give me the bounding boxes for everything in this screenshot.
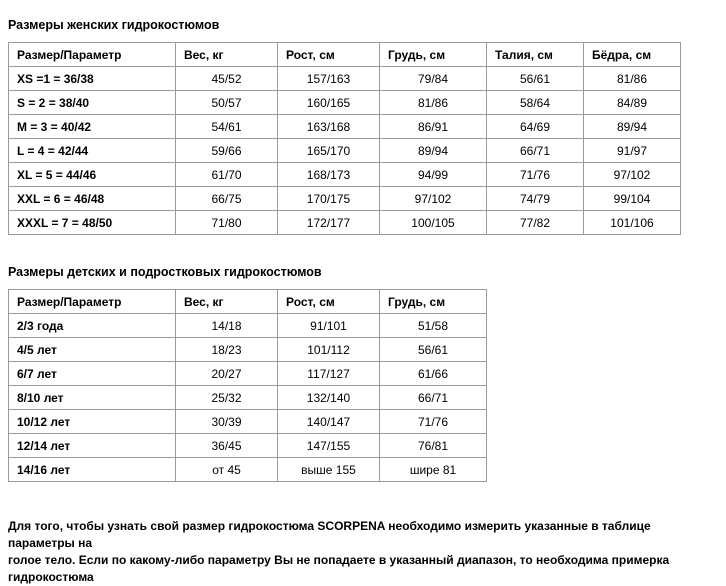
cell-chest: 71/76 bbox=[380, 410, 487, 434]
cell-waist: 71/76 bbox=[487, 163, 584, 187]
row-label: 4/5 лет bbox=[9, 338, 176, 362]
row-label: 2/3 года bbox=[9, 314, 176, 338]
cell-hips: 84/89 bbox=[584, 91, 681, 115]
table-row bbox=[9, 434, 487, 458]
cell-hips: 81/86 bbox=[584, 67, 681, 91]
cell-waist: 66/71 bbox=[487, 139, 584, 163]
cell-chest: 66/71 bbox=[380, 386, 487, 410]
cell-hips: 99/104 bbox=[584, 187, 681, 211]
cell-waist: 58/64 bbox=[487, 91, 584, 115]
cell-weight: 18/23 bbox=[176, 338, 278, 362]
cell-chest: шире 81 bbox=[380, 458, 487, 482]
section-spacer bbox=[8, 235, 718, 265]
column-header-chest: Грудь, см bbox=[380, 43, 487, 67]
column-header-size: Размер/Параметр bbox=[9, 290, 176, 314]
table-row bbox=[9, 458, 487, 482]
column-header-height: Рост, см bbox=[278, 290, 380, 314]
cell-hips: 101/106 bbox=[584, 211, 681, 235]
row-label: XXXL = 7 = 48/50 bbox=[9, 211, 176, 235]
cell-waist: 64/69 bbox=[487, 115, 584, 139]
cell-weight: 14/18 bbox=[176, 314, 278, 338]
kids-sizes-table bbox=[8, 289, 487, 482]
cell-chest: 76/81 bbox=[380, 434, 487, 458]
table-header-row bbox=[9, 290, 487, 314]
column-header-weight: Вес, кг bbox=[176, 43, 278, 67]
cell-chest: 94/99 bbox=[380, 163, 487, 187]
cell-waist: 77/82 bbox=[487, 211, 584, 235]
cell-weight: 45/52 bbox=[176, 67, 278, 91]
footnote-line-1: Для того, чтобы узнать свой размер гидрокостюма SCORPENA необходимо измерить указанные в таблице параметры на bbox=[8, 519, 651, 550]
column-header-hips: Бёдра, см bbox=[584, 43, 681, 67]
cell-weight: 59/66 bbox=[176, 139, 278, 163]
column-header-size: Размер/Параметр bbox=[9, 43, 176, 67]
row-label: 12/14 лет bbox=[9, 434, 176, 458]
cell-chest: 81/86 bbox=[380, 91, 487, 115]
cell-chest: 56/61 bbox=[380, 338, 487, 362]
cell-weight: 54/61 bbox=[176, 115, 278, 139]
cell-height: 170/175 bbox=[278, 187, 380, 211]
cell-height: 101/112 bbox=[278, 338, 380, 362]
cell-height: 140/147 bbox=[278, 410, 380, 434]
cell-height: 132/140 bbox=[278, 386, 380, 410]
cell-chest: 100/105 bbox=[380, 211, 487, 235]
table-row bbox=[9, 91, 681, 115]
cell-weight: 30/39 bbox=[176, 410, 278, 434]
table-row bbox=[9, 314, 487, 338]
cell-height: 117/127 bbox=[278, 362, 380, 386]
cell-height: 163/168 bbox=[278, 115, 380, 139]
cell-chest: 86/91 bbox=[380, 115, 487, 139]
cell-weight: от 45 bbox=[176, 458, 278, 482]
row-label: XL = 5 = 44/46 bbox=[9, 163, 176, 187]
cell-weight: 50/57 bbox=[176, 91, 278, 115]
cell-waist: 74/79 bbox=[487, 187, 584, 211]
table-row bbox=[9, 211, 681, 235]
cell-weight: 25/32 bbox=[176, 386, 278, 410]
women-sizes-table bbox=[8, 42, 681, 235]
cell-height: 157/163 bbox=[278, 67, 380, 91]
row-label: S = 2 = 38/40 bbox=[9, 91, 176, 115]
table-row bbox=[9, 386, 487, 410]
cell-chest: 79/84 bbox=[380, 67, 487, 91]
table-row bbox=[9, 67, 681, 91]
row-label: XXL = 6 = 46/48 bbox=[9, 187, 176, 211]
women-table-title: Размеры женских гидрокостюмов bbox=[8, 18, 220, 32]
table-header-row bbox=[9, 43, 681, 67]
table-row bbox=[9, 410, 487, 434]
row-label: 6/7 лет bbox=[9, 362, 176, 386]
row-label: XS =1 = 36/38 bbox=[9, 67, 176, 91]
row-label: 14/16 лет bbox=[9, 458, 176, 482]
table-row bbox=[9, 338, 487, 362]
footnote-spacer bbox=[8, 482, 718, 518]
row-label: 8/10 лет bbox=[9, 386, 176, 410]
footnote-text bbox=[8, 518, 714, 586]
cell-chest: 61/66 bbox=[380, 362, 487, 386]
table-row bbox=[9, 139, 681, 163]
cell-weight: 36/45 bbox=[176, 434, 278, 458]
table-row bbox=[9, 362, 487, 386]
table-row bbox=[9, 163, 681, 187]
cell-weight: 66/75 bbox=[176, 187, 278, 211]
cell-chest: 89/94 bbox=[380, 139, 487, 163]
row-label: L = 4 = 42/44 bbox=[9, 139, 176, 163]
cell-hips: 91/97 bbox=[584, 139, 681, 163]
column-header-chest: Грудь, см bbox=[380, 290, 487, 314]
column-header-waist: Талия, см bbox=[487, 43, 584, 67]
column-header-height: Рост, см bbox=[278, 43, 380, 67]
cell-waist: 56/61 bbox=[487, 67, 584, 91]
row-label: 10/12 лет bbox=[9, 410, 176, 434]
cell-chest: 97/102 bbox=[380, 187, 487, 211]
column-header-weight: Вес, кг bbox=[176, 290, 278, 314]
cell-chest: 51/58 bbox=[380, 314, 487, 338]
cell-height: 172/177 bbox=[278, 211, 380, 235]
kids-table-title: Размеры детских и подростковых гидрокостюмов bbox=[8, 265, 322, 279]
cell-weight: 61/70 bbox=[176, 163, 278, 187]
cell-weight: 20/27 bbox=[176, 362, 278, 386]
cell-height: 168/173 bbox=[278, 163, 380, 187]
table-row bbox=[9, 115, 681, 139]
cell-height: 165/170 bbox=[278, 139, 380, 163]
row-label: M = 3 = 40/42 bbox=[9, 115, 176, 139]
cell-weight: 71/80 bbox=[176, 211, 278, 235]
table-row bbox=[9, 187, 681, 211]
cell-height: 160/165 bbox=[278, 91, 380, 115]
cell-hips: 89/94 bbox=[584, 115, 681, 139]
footnote-line-2: голое тело. Если по какому-либо параметру Вы не попадаете в указанный диапазон, то необходима примерка гидрокостюма bbox=[8, 553, 670, 584]
cell-hips: 97/102 bbox=[584, 163, 681, 187]
cell-height: 91/101 bbox=[278, 314, 380, 338]
cell-height: выше 155 bbox=[278, 458, 380, 482]
cell-height: 147/155 bbox=[278, 434, 380, 458]
